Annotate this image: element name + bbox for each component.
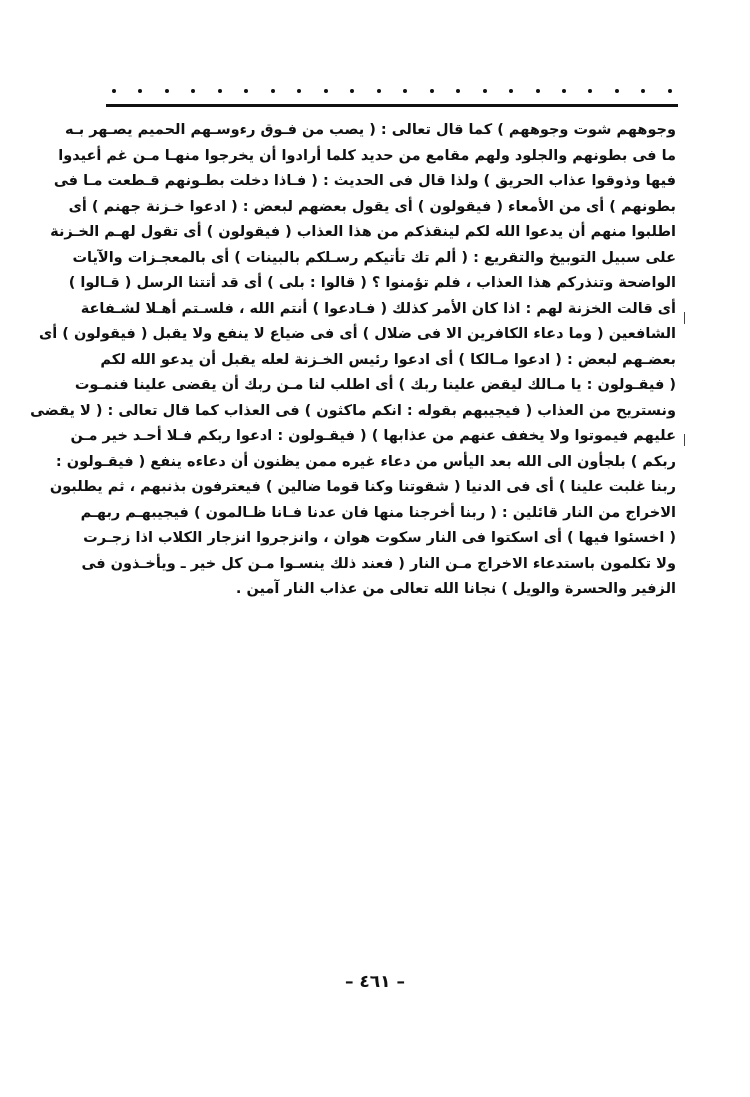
- text-line: ( فيقـولون : يا مـالك ليقض علينا ربك ) أى اطلب لنا مـن ربك أن يقضى علينا فنمـوت: [74, 377, 676, 393]
- text-line: بطونهم ) أى من الأمعاء ( فيقولون ) أى يقول بعضهم لبعض : ( ادعوا خـزنة جهنم ) أى: [68, 198, 676, 215]
- rule-dot: [244, 89, 248, 93]
- rule-dot: [509, 89, 513, 93]
- body-text: [30, 118, 676, 603]
- text-line: ( اخسئوا فيها ) أى اسكتوا فى النار سكوت هوان ، وانزجروا انزجار الكلاب اذا زجـرت: [83, 530, 676, 546]
- rule-dot: [165, 89, 169, 93]
- rule-dot: [430, 89, 434, 93]
- text-line: ربنا غلبت علينا ) أى فى الدنيا ( شقوتنا وكنا قوما ضالين ) فيعترفون بذنبهم ، ثم يطلبون: [49, 479, 676, 495]
- rule-dot: [536, 89, 540, 93]
- margin-mark: [684, 312, 685, 324]
- text-line: أى قالت الخزنة لهم : اذا كان الأمر كذلك ( فـادعوا ) أنتم الله ، فلسـتم أهـلا لشـفاعة: [80, 300, 676, 317]
- text-line: الشافعين ( وما دعاء الكافرين الا فى ضلال ) أى فى ضياع لا ينفع ولا يقبل ( فيقولون ) أى: [38, 326, 676, 342]
- rule-dot: [218, 89, 222, 93]
- rule-dot: [403, 89, 407, 93]
- text-line: الزفير والحسرة والويل ) نجانا الله تعالى من عذاب النار آمين .: [235, 581, 676, 597]
- rule-dot: [483, 89, 487, 93]
- text-line: عليهم فيموتوا ولا يخفف عنهم من عذابها ) ( فيقـولون : ادعوا ربكم فـلا أحـد خير مـن: [70, 428, 676, 444]
- rule-dot: [271, 89, 275, 93]
- text-line: ما فى بطونهم والجلود ولهم مقامع من حديد كلما أرادوا أن يخرجوا منهـا مـن غم أعيدوا: [58, 147, 676, 164]
- text-line: اطلبوا منهم أن يدعوا الله لكم لينقذكم من هذا العذاب ( فيقولون ) أى تقول لهـم الخـزنة: [50, 224, 676, 240]
- header-dotted-rule: [112, 84, 672, 98]
- rule-dot: [297, 89, 301, 93]
- page-number: – ٤٦١ –: [345, 972, 405, 992]
- header-rule: [106, 104, 678, 107]
- rule-dot: [191, 89, 195, 93]
- rule-dot: [668, 89, 672, 93]
- text-line: الاخراج من النار قائلين : ( ربنا أخرجنا منها فان عدنا فـانا ظـالمون ) فيجيبهـم ربهـم: [80, 504, 676, 521]
- rule-dot: [641, 89, 645, 93]
- rule-dot: [324, 89, 328, 93]
- rule-dot: [377, 89, 381, 93]
- text-line: وجوههم شوت وجوههم ) كما قال تعالى : ( يصب من فـوق رءوسـهم الحميم يصـهر بـه: [65, 122, 676, 138]
- text-line: ونستريح من العذاب ( فيجيبهم بقوله : انكم ماكثون ) فى العذاب كما قال تعالى : ( لا يقضى: [30, 402, 676, 419]
- text-line: على سبيل التوبيخ والتقريع : ( ألم تك تأتيكم رسـلكم بالبينات ) أى بالمعجـزات والآيات: [72, 249, 676, 266]
- text-line: الواضحة وتنذركم هذا العذاب ، فلم تؤمنوا ؟ ( قالوا : بلى ) أى قد أتتنا الرسل ( قـالوا ): [68, 275, 676, 291]
- text-line: بعضـهم لبعض : ( ادعوا مـالكا ) أى ادعوا رئيس الخـزنة لعله يقبل أن يدعو الله لكم: [100, 351, 676, 368]
- rule-dot: [138, 89, 142, 93]
- rule-dot: [350, 89, 354, 93]
- rule-dot: [456, 89, 460, 93]
- text-line: فيها وذوقوا عذاب الحريق ) ولذا قال فى الحديث : ( فـاذا دخلت بطـونهم قـطعت مـا فى: [53, 173, 676, 189]
- rule-dot: [615, 89, 619, 93]
- rule-dot: [562, 89, 566, 93]
- text-line: ربكم ) بلجأون الى الله بعد اليأس من دعاء غيره ممن يظنون أن دعاءه ينفع ( فيقـولون :: [55, 453, 676, 470]
- margin-mark: [684, 434, 685, 446]
- text-line: ولا تكلمون باستدعاء الاخراج مـن النار ( فعند ذلك ينسـوا مـن كل خير ـ ويأخـذون فى: [81, 555, 676, 572]
- rule-dot: [112, 89, 116, 93]
- rule-dot: [588, 89, 592, 93]
